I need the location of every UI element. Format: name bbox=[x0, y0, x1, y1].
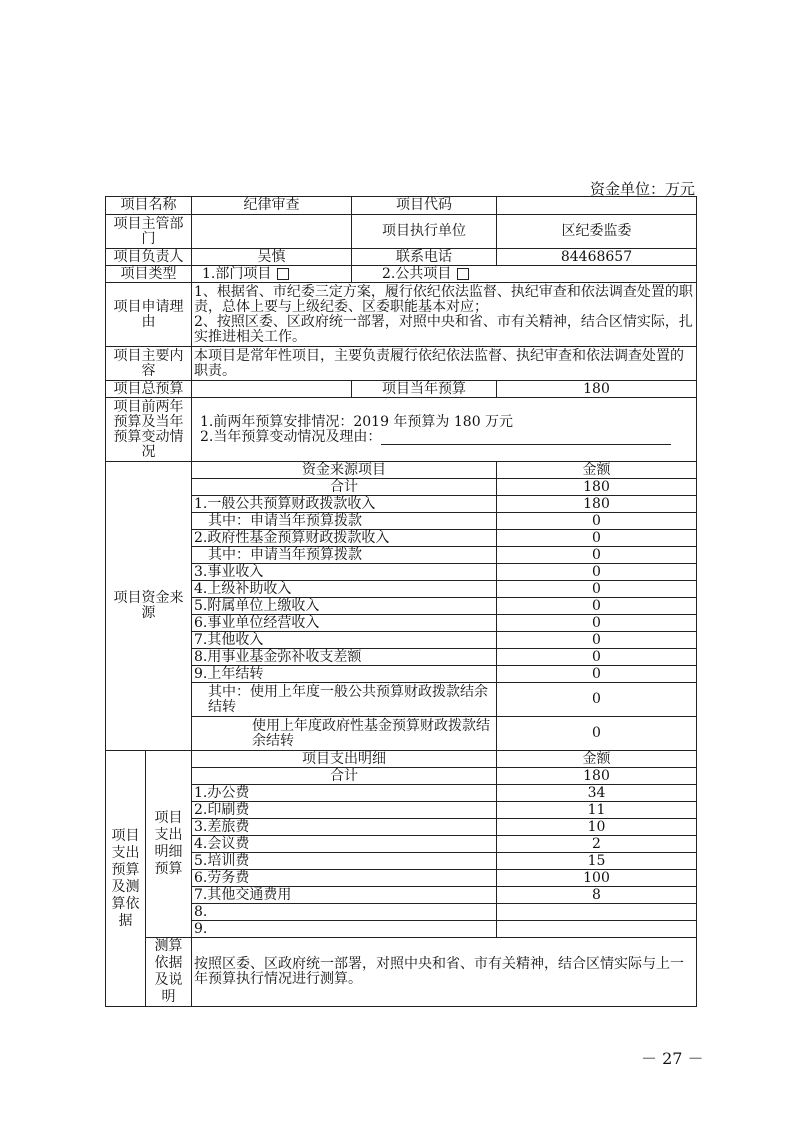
page-number: － 27 － bbox=[641, 1049, 704, 1068]
expense-row-amount: 10 bbox=[497, 819, 697, 836]
funding-row-name: 8.用事业基金弥补收支差额 bbox=[192, 649, 497, 666]
table-row bbox=[106, 666, 697, 683]
table-row bbox=[106, 836, 697, 853]
project-budget-table bbox=[105, 196, 697, 1007]
table-row bbox=[106, 530, 697, 547]
expense-row-amount: 180 bbox=[497, 768, 697, 785]
funding-col-source: 资金来源项目 bbox=[192, 462, 497, 479]
table-row bbox=[106, 496, 697, 513]
funding-row-amount: 0 bbox=[497, 513, 697, 530]
funding-row-amount: 0 bbox=[497, 547, 697, 564]
checkbox-icon[interactable] bbox=[457, 268, 469, 280]
expense-col-amount: 金额 bbox=[497, 751, 697, 768]
type-option-public-label: 2.公共项目 bbox=[382, 265, 452, 282]
row-content bbox=[106, 347, 697, 381]
reason-label: 项目申请理由 bbox=[106, 283, 192, 347]
reason-line-1: 1、根据省、市纪委三定方案，履行依纪依法监督、执纪审查和依法调查处置的职责，总体上要与上级纪委、区委职能基本对应； bbox=[194, 283, 693, 315]
funding-row-name: 7.其他收入 bbox=[192, 632, 497, 649]
phone-value: 84468657 bbox=[497, 249, 697, 266]
change-line-2: 2.当年预算变动情况及理由： bbox=[200, 428, 382, 445]
expense-inner-label: 项目支出明细预算 bbox=[146, 751, 192, 938]
expense-row-amount: 100 bbox=[497, 870, 697, 887]
funding-row-amount: 180 bbox=[497, 479, 697, 496]
funding-row-name: 使用上年度政府性基金预算财政拨款结余结转 bbox=[192, 717, 497, 751]
expense-row-name: 5.培训费 bbox=[192, 853, 497, 870]
funding-row-amount: 0 bbox=[497, 666, 697, 683]
funding-row-name: 2.政府性基金预算财政拨款收入 bbox=[192, 530, 497, 547]
row-basis bbox=[106, 938, 697, 1007]
funding-row-name: 其中：申请当年预算拨款 bbox=[192, 547, 497, 564]
change-line-1: 1.前两年预算安排情况：2019 年预算为 180 万元 bbox=[200, 413, 514, 430]
row-leader bbox=[106, 249, 697, 266]
expense-row-name: 7.其他交通费用 bbox=[192, 887, 497, 904]
funding-row-name: 其中：使用上年度一般公共预算财政拨款结余结转 bbox=[192, 683, 497, 717]
funding-header-row bbox=[106, 462, 697, 479]
expense-row-amount: 2 bbox=[497, 836, 697, 853]
project-name-value: 纪律审查 bbox=[192, 197, 352, 215]
content-label: 项目主要内容 bbox=[106, 347, 192, 381]
total-budget-value bbox=[192, 381, 352, 398]
row-dept bbox=[106, 215, 697, 249]
row-project-name bbox=[106, 197, 697, 215]
funding-label: 项目资金来源 bbox=[106, 462, 192, 751]
funding-row-name: 1.一般公共预算财政拨款收入 bbox=[192, 496, 497, 513]
expense-col-detail: 项目支出明细 bbox=[192, 751, 497, 768]
checkbox-icon[interactable] bbox=[277, 268, 289, 280]
funding-row-name: 其中：申请当年预算拨款 bbox=[192, 513, 497, 530]
table-row bbox=[106, 547, 697, 564]
table-row bbox=[106, 819, 697, 836]
expense-row-amount bbox=[497, 921, 697, 938]
phone-label: 联系电话 bbox=[352, 249, 497, 266]
expense-row-name: 2.印刷费 bbox=[192, 802, 497, 819]
change-label: 项目前两年预算及当年预算变动情况 bbox=[106, 398, 192, 462]
table-row bbox=[106, 683, 697, 717]
expense-row-name: 合计 bbox=[192, 768, 497, 785]
table-row bbox=[106, 921, 697, 938]
table-row bbox=[106, 870, 697, 887]
content-text: 本项目是常年性项目，主要负责履行依纪依法监督、执纪审查和依法调查处置的职责。 bbox=[192, 347, 697, 381]
funding-row-amount: 0 bbox=[497, 649, 697, 666]
type-option-department[interactable] bbox=[192, 266, 352, 283]
table-row bbox=[106, 513, 697, 530]
unit-label: 资金单位：万元 bbox=[589, 180, 695, 198]
expense-row-amount: 34 bbox=[497, 785, 697, 802]
row-change bbox=[106, 398, 697, 462]
funding-row-name: 3.事业收入 bbox=[192, 564, 497, 581]
row-type bbox=[106, 266, 697, 283]
exec-unit-label: 项目执行单位 bbox=[352, 215, 497, 249]
table-row bbox=[106, 785, 697, 802]
type-option-department-label: 1.部门项目 bbox=[202, 265, 272, 282]
funding-row-amount: 0 bbox=[497, 632, 697, 649]
reason-text bbox=[192, 283, 697, 347]
table-row bbox=[106, 632, 697, 649]
table-row bbox=[106, 581, 697, 598]
table-row bbox=[106, 853, 697, 870]
expense-row-name: 4.会议费 bbox=[192, 836, 497, 853]
expense-row-amount: 8 bbox=[497, 887, 697, 904]
expense-row-name: 9. bbox=[192, 921, 497, 938]
project-name-label: 项目名称 bbox=[106, 197, 192, 215]
funding-row-amount: 0 bbox=[497, 530, 697, 547]
funding-row-name: 6.事业单位经营收入 bbox=[192, 615, 497, 632]
funding-row-name: 9.上年结转 bbox=[192, 666, 497, 683]
type-option-public[interactable] bbox=[352, 266, 697, 283]
expense-header-row bbox=[106, 751, 697, 768]
expense-row-amount bbox=[497, 904, 697, 921]
table-row bbox=[106, 598, 697, 615]
expense-row-name: 3.差旅费 bbox=[192, 819, 497, 836]
funding-row-amount: 0 bbox=[497, 615, 697, 632]
reason-line-2: 2、按照区委、区政府统一部署，对照中央和省、市有关精神，结合区情实际，扎实推进相关工作。 bbox=[194, 313, 693, 345]
expense-row-amount: 15 bbox=[497, 853, 697, 870]
table-row bbox=[106, 564, 697, 581]
dept-label: 项目主管部门 bbox=[106, 215, 192, 249]
table-row bbox=[106, 768, 697, 785]
expense-row-name: 6.劳务费 bbox=[192, 870, 497, 887]
expense-outer-label: 项目支出预算及测算依据 bbox=[106, 751, 146, 1007]
current-budget-value: 180 bbox=[497, 381, 697, 398]
exec-unit-value: 区纪委监委 bbox=[497, 215, 697, 249]
type-label: 项目类型 bbox=[106, 266, 192, 283]
leader-value: 吴慎 bbox=[192, 249, 352, 266]
leader-label: 项目负责人 bbox=[106, 249, 192, 266]
expense-row-amount: 11 bbox=[497, 802, 697, 819]
dept-value bbox=[192, 215, 352, 249]
funding-row-name: 5.附属单位上缴收入 bbox=[192, 598, 497, 615]
funding-row-amount: 180 bbox=[497, 496, 697, 513]
row-budget bbox=[106, 381, 697, 398]
funding-row-amount: 0 bbox=[497, 564, 697, 581]
basis-label: 测算依据及说明 bbox=[146, 938, 192, 1007]
table-row bbox=[106, 887, 697, 904]
expense-row-name: 1.办公费 bbox=[192, 785, 497, 802]
table-row bbox=[106, 615, 697, 632]
table-row bbox=[106, 717, 697, 751]
table-row bbox=[106, 802, 697, 819]
funding-row-name: 4.上级补助收入 bbox=[192, 581, 497, 598]
basis-text: 按照区委、区政府统一部署，对照中央和省、市有关精神，结合区情实际与上一年预算执行情况进行测算。 bbox=[192, 938, 697, 1007]
row-reason bbox=[106, 283, 697, 347]
funding-row-amount: 0 bbox=[497, 683, 697, 717]
project-code-label: 项目代码 bbox=[352, 197, 497, 215]
project-code-value bbox=[497, 197, 697, 215]
table-row bbox=[106, 904, 697, 921]
funding-col-amount: 金额 bbox=[497, 462, 697, 479]
table-row bbox=[106, 649, 697, 666]
funding-row-amount: 0 bbox=[497, 598, 697, 615]
expense-row-name: 8. bbox=[192, 904, 497, 921]
funding-row-amount: 0 bbox=[497, 717, 697, 751]
change-text bbox=[192, 398, 697, 462]
funding-row-name: 合计 bbox=[192, 479, 497, 496]
current-budget-label: 项目当年预算 bbox=[352, 381, 497, 398]
table-row bbox=[106, 479, 697, 496]
fill-blank-line bbox=[381, 432, 671, 445]
total-budget-label: 项目总预算 bbox=[106, 381, 192, 398]
funding-row-amount: 0 bbox=[497, 581, 697, 598]
